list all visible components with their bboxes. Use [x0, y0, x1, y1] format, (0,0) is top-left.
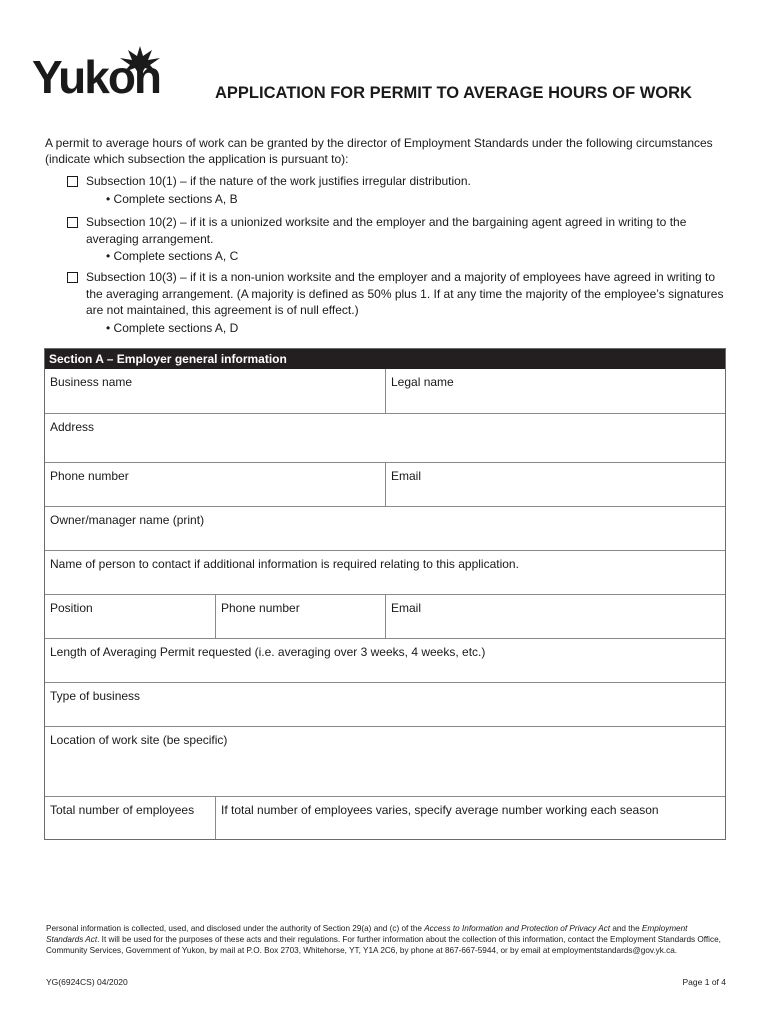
- contact-phone-label: Phone number: [221, 601, 300, 615]
- employees-varies-label: If total number of employees varies, specify average number working each season: [221, 803, 659, 817]
- page-number: Page 1 of 4: [682, 977, 726, 987]
- legal-name-field[interactable]: [385, 369, 725, 413]
- business-type-label: Type of business: [50, 689, 141, 703]
- position-field[interactable]: [45, 595, 215, 638]
- row-position: [45, 594, 725, 638]
- row-address: [45, 413, 725, 462]
- option-text: Subsection 10(3) – if it is a non-union worksite and the employer and a majority of employees have agreed in writing to the averaging arrangement. (A majority is defined as 50% plus 1. If at any time the majority of the employee’s signatures are not maintained, this agreement is of null effect.): [86, 270, 724, 317]
- row-business: [45, 369, 725, 413]
- checkbox-subsection-10-3[interactable]: [67, 272, 78, 283]
- option-instruction: • Complete sections A, B: [106, 191, 238, 206]
- work-site-label: Location of work site (be specific): [50, 733, 228, 747]
- privacy-text: Personal information is collected, used, and disclosed under the authority of Section 29(a) and (c) of the: [46, 924, 425, 933]
- owner-manager-field[interactable]: [45, 507, 725, 550]
- permit-length-label: Length of Averaging Permit requested (i.e. averaging over 3 weeks, 4 weeks, etc.): [50, 645, 486, 659]
- contact-email-label: Email: [391, 601, 422, 615]
- row-work-site: [45, 726, 725, 796]
- privacy-act-name: Access to Information and Protection of Privacy Act: [424, 924, 611, 933]
- row-employees: [45, 796, 725, 839]
- option-instruction: • Complete sections A, C: [106, 249, 239, 263]
- option-subsection-10-1: [67, 173, 727, 207]
- legal-name-label: Legal name: [391, 375, 454, 389]
- logo-wordmark: Yukon: [32, 51, 161, 103]
- yukon-logo: [32, 46, 172, 104]
- section-a-form: [44, 348, 726, 840]
- contact-person-field[interactable]: [45, 551, 725, 594]
- option-subsection-10-2: [67, 214, 727, 265]
- option-instruction: • Complete sections A, D: [106, 320, 239, 335]
- business-type-field[interactable]: [45, 683, 725, 726]
- row-contact: [45, 550, 725, 594]
- row-phone-email: [45, 462, 725, 506]
- work-site-field[interactable]: [45, 727, 725, 796]
- row-permit-length: [45, 638, 725, 682]
- email-label: Email: [391, 469, 422, 483]
- option-text: Subsection 10(2) – if it is a unionized worksite and the employer and the bargaining agent agreed in writing to the averaging arrangement.: [86, 215, 687, 246]
- phone-number-label: Phone number: [50, 469, 129, 483]
- address-label: Address: [50, 420, 95, 434]
- email-field[interactable]: [385, 463, 725, 506]
- row-owner: [45, 506, 725, 550]
- privacy-notice: [46, 923, 726, 956]
- permit-length-field[interactable]: [45, 639, 725, 682]
- business-name-label: Business name: [50, 375, 133, 389]
- contact-person-label: Name of person to contact if additional information is required relating to this application.: [50, 557, 519, 571]
- employees-varies-field[interactable]: [215, 797, 725, 839]
- option-subsection-10-3: [67, 269, 727, 336]
- total-employees-field[interactable]: [45, 797, 215, 839]
- intro-text: A permit to average hours of work can be granted by the director of Employment Standards under the following circumstances (indicate which subsection the application is pursuant to):: [45, 136, 713, 166]
- total-employees-label: Total number of employees: [50, 803, 195, 817]
- position-label: Position: [50, 601, 93, 615]
- privacy-text: . It will be used for the purposes of these acts and their regulations. For further information about the collection of this information, contact the Employment Standards Office, Community Services, Government of Yukon, by mail at P.O. Box 2703, Whitehorse, YT, Y1A 2C6, by phone at 867-667-5944, or by email at employmentstandards@gov.yk.ca.: [46, 935, 721, 955]
- privacy-text: and the: [610, 924, 642, 933]
- contact-email-field[interactable]: [385, 595, 725, 638]
- checkbox-subsection-10-2[interactable]: [67, 217, 78, 228]
- business-name-field[interactable]: [45, 369, 385, 413]
- page-title: APPLICATION FOR PERMIT TO AVERAGE HOURS OF WORK: [215, 84, 692, 102]
- checkbox-subsection-10-1[interactable]: [67, 176, 78, 187]
- phone-number-field[interactable]: [45, 463, 385, 506]
- option-text: Subsection 10(1) – if the nature of the work justifies irregular distribution.: [86, 174, 471, 188]
- section-a-heading: Section A – Employer general information: [45, 349, 725, 369]
- address-field[interactable]: [45, 414, 725, 462]
- row-business-type: [45, 682, 725, 726]
- standards-act-name: Employment Standards Act: [46, 924, 688, 944]
- form-code: YG(6924CS) 04/2020: [46, 977, 128, 987]
- owner-manager-label: Owner/manager name (print): [50, 513, 205, 527]
- contact-phone-field[interactable]: [215, 595, 385, 638]
